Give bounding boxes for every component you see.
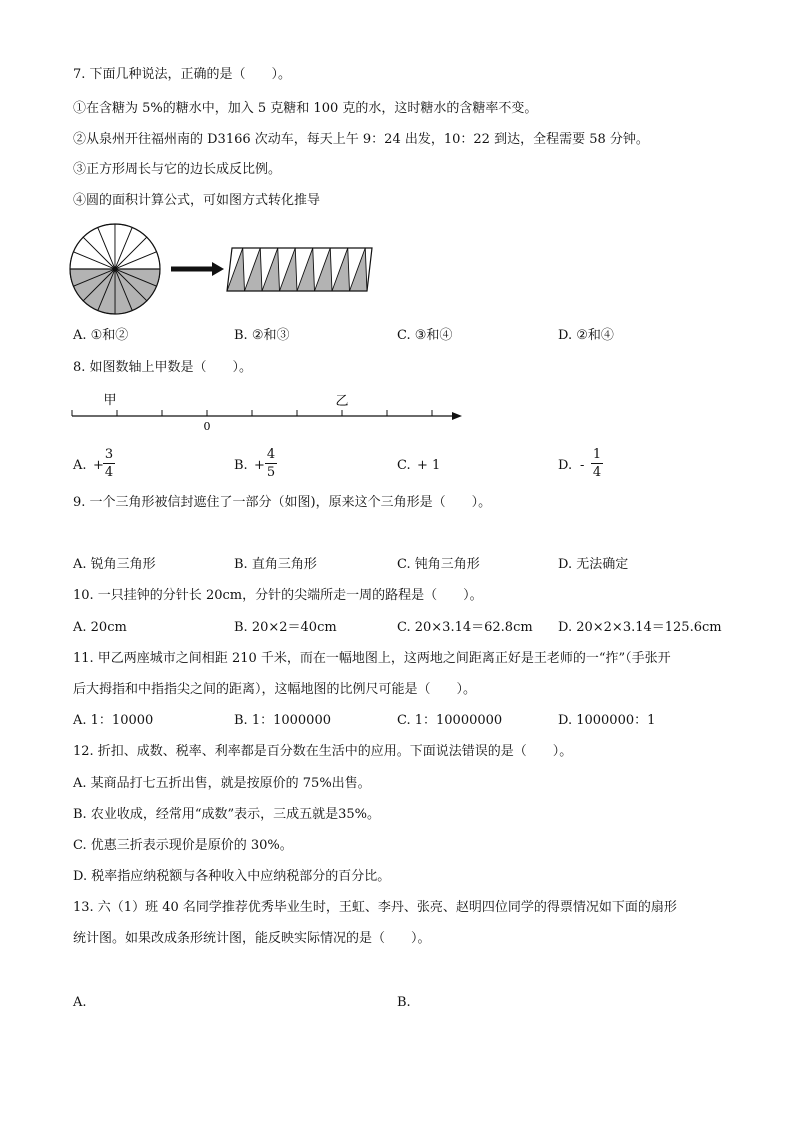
q7-option-a[interactable]: A. ①和② [73, 328, 129, 343]
q8-option-d-sign: - [580, 458, 585, 473]
q10-option-b[interactable]: B. 20×2＝40cm [234, 620, 337, 635]
fraction-denominator: 4 [592, 465, 602, 480]
parallelogram-triangle [245, 248, 263, 291]
q7-option-c[interactable]: C. ③和④ [397, 328, 453, 343]
q8-stem: 8. 如图数轴上甲数是（ ）。 [73, 360, 253, 375]
parallelogram-triangle [332, 248, 350, 291]
q9-option-a[interactable]: A. 锐角三角形 [73, 557, 156, 572]
q10-option-c[interactable]: C. 20×3.14＝62.8cm [397, 620, 533, 635]
q11-line-2: 后大拇指和中指指尖之间的距离），这幅地图的比例尺可能是（ ）。 [73, 682, 477, 697]
q13-line-2: 统计图。如果改成条形统计图，能反映实际情况的是（ ）。 [73, 931, 431, 946]
q7-statement-3: ③正方形周长与它的边长成反比例。 [73, 162, 282, 177]
q8-option-a-letter[interactable]: A. [73, 458, 87, 473]
q8-option-b-fraction [265, 447, 277, 480]
q8-option-d-letter[interactable]: D. [558, 458, 573, 473]
q8-option-a-fraction [103, 447, 115, 480]
q8-option-c-value: + 1 [417, 458, 441, 473]
q9-option-b[interactable]: B. 直角三角形 [234, 557, 317, 572]
parallelogram-triangle [280, 248, 298, 291]
q11-option-c[interactable]: C. 1：10000000 [397, 713, 503, 728]
parallelogram-triangle [262, 248, 280, 291]
q11-option-a[interactable]: A. 1：10000 [73, 713, 154, 728]
q13-option-a[interactable]: A. [73, 995, 87, 1010]
q7-statement-2: ②从泉州开往福州南的 D3166 次动车，每天上午 9：24 出发，10：22 到达，全程需要 58 分钟。 [73, 132, 649, 147]
q8-option-a-sign: + [93, 458, 104, 473]
q13-option-b[interactable]: B. [397, 995, 411, 1010]
q9-option-d[interactable]: D. 无法确定 [558, 557, 629, 572]
q10-option-a[interactable]: A. 20cm [73, 620, 127, 635]
label-jia: 甲 [103, 393, 117, 408]
label-yi: 乙 [335, 394, 349, 409]
q7-statement-1: ①在含糖为 5%的糖水中，加入 5 克糖和 100 克的水，这时糖水的含糖率不变。 [73, 101, 538, 116]
q9-option-c[interactable]: C. 钝角三角形 [397, 557, 480, 572]
fraction-numerator: 1 [592, 447, 602, 462]
number-line-arrow [452, 412, 462, 420]
parallelogram-triangles [227, 248, 367, 291]
q8-option-b-sign: + [254, 458, 265, 473]
q10-option-d[interactable]: D. 20×2×3.14＝125.6cm [558, 620, 722, 635]
q11-option-d[interactable]: D. 1000000：1 [558, 713, 656, 728]
q10-stem: 10. 一只挂钟的分针长 20cm，分针的尖端所走一周的路程是（ ）。 [73, 588, 483, 603]
parallelogram-triangle [297, 248, 315, 291]
q8-option-d-fraction [591, 447, 603, 480]
q7-option-b[interactable]: B. ②和③ [234, 328, 290, 343]
label-zero: 0 [203, 420, 211, 433]
q7-option-d[interactable]: D. ②和④ [558, 328, 614, 343]
number-line [66, 388, 466, 434]
fraction-numerator: 3 [104, 447, 114, 462]
parallelogram-triangle [315, 248, 333, 291]
q12-option-a[interactable]: A. 某商品打七五折出售，就是按原价的 75%出售。 [73, 776, 371, 791]
circle-area-diagram [66, 220, 386, 320]
q9-stem: 9. 一个三角形被信封遮住了一部分（如图)，原来这个三角形是（ ）。 [73, 495, 492, 510]
q12-option-d[interactable]: D. 税率指应纳税额与各种收入中应纳税部分的百分比。 [73, 869, 391, 884]
fraction-numerator: 4 [266, 447, 276, 462]
q12-stem: 12. 折扣、成数、税率、利率都是百分数在生活中的应用。下面说法错误的是（ ）。 [73, 744, 573, 759]
fraction-denominator: 4 [104, 465, 114, 480]
q8-option-c-letter[interactable]: C. [397, 458, 411, 473]
q7-stem: 7. 下面几种说法，正确的是（ ）。 [73, 67, 292, 82]
q13-line-1: 13. 六（1）班 40 名同学推荐优秀毕业生时，王虹、李丹、张亮、赵明四位同学的得票情况如下面的扇形 [73, 900, 677, 915]
q7-statement-4: ④圆的面积计算公式，可如图方式转化推导 [73, 193, 321, 208]
q8-option-b-letter[interactable]: B. [234, 458, 248, 473]
parallelogram-triangle [350, 248, 368, 291]
q11-line-1: 11. 甲乙两座城市之间相距 210 千米，而在一幅地图上，这两地之间距离正好是王老师的一“拃”（手张开 [73, 651, 671, 666]
number-line-ticks [72, 410, 432, 416]
q11-option-b[interactable]: B. 1：1000000 [234, 713, 331, 728]
q12-option-c[interactable]: C. 优惠三折表示现价是原价的 30%。 [73, 838, 293, 853]
fraction-denominator: 5 [266, 465, 276, 480]
arrow-head [212, 262, 224, 276]
q12-option-b[interactable]: B. 农业收成，经常用“成数”表示，三成五就是35%。 [73, 807, 381, 822]
